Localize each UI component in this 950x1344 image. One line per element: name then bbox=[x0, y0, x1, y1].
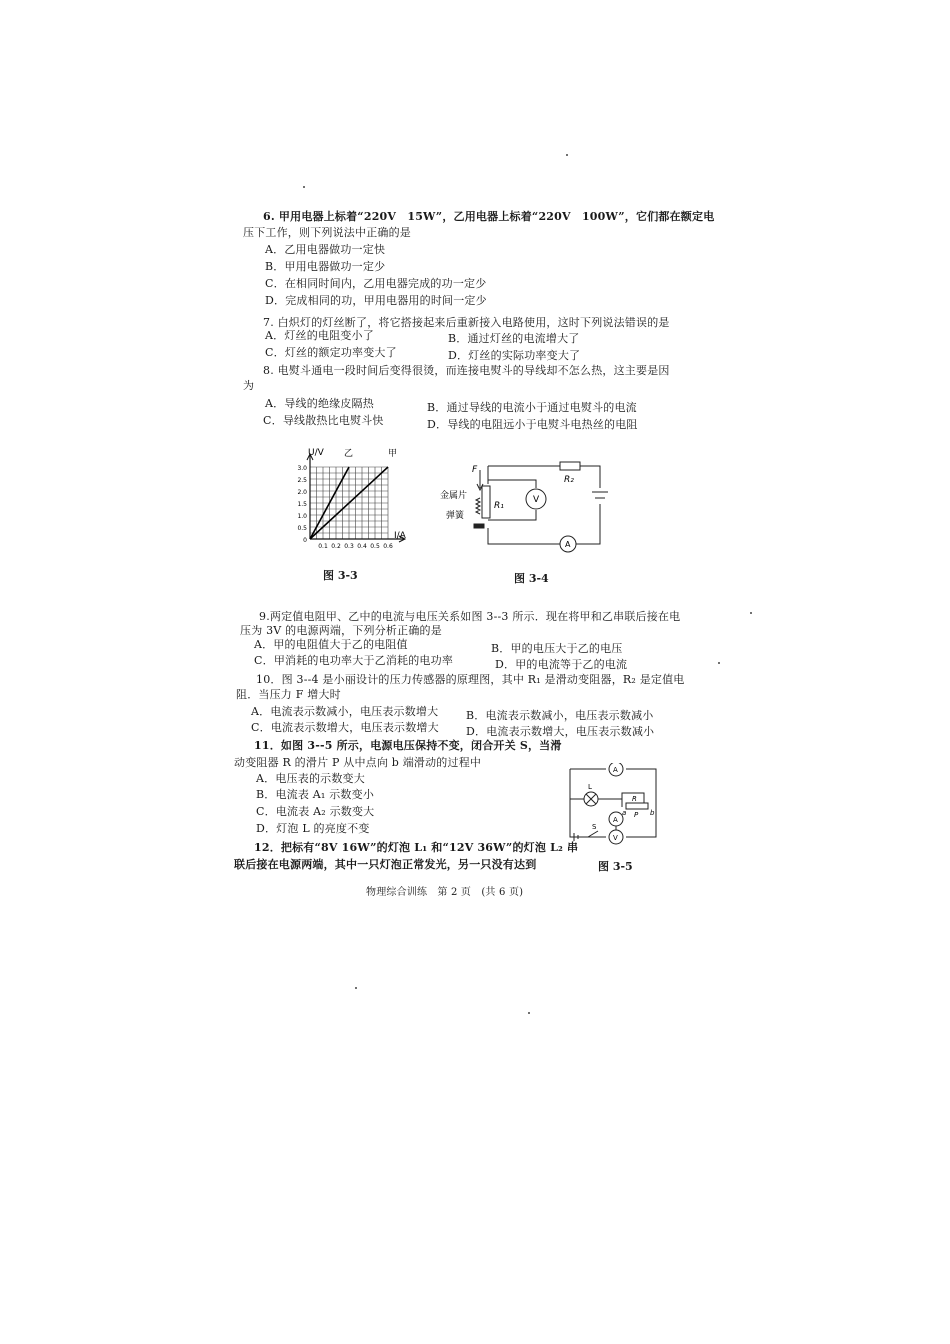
label-r2: R₂ bbox=[564, 475, 574, 485]
label-ammeter: A bbox=[565, 540, 571, 549]
graph-series-label-yi: 乙 bbox=[344, 449, 354, 459]
q10-stem: 10．图 3--4 是小丽设计的压力传感器的原理图，其中 R₁ 是滑动变阻器，R₂ 是定值电 bbox=[256, 673, 685, 686]
label-r1: R₁ bbox=[494, 501, 504, 511]
rheostat-r bbox=[626, 803, 648, 809]
figure-3-4-caption: 图 3-4 bbox=[514, 572, 549, 585]
q9-stem-cont: 压为 3V 的电源两端，下列分析正确的是 bbox=[240, 624, 442, 637]
q9-option-b: B．甲的电压大于乙的电压 bbox=[491, 642, 623, 655]
label-b: b bbox=[650, 809, 655, 817]
y-tick-label: 2.5 bbox=[297, 477, 307, 484]
q11-option-c: C．电流表 A₂ 示数变大 bbox=[256, 805, 375, 818]
scan-speck bbox=[566, 154, 568, 156]
label-spring: 弹簧 bbox=[446, 511, 465, 521]
q8-option-c: C．导线散热比电熨斗快 bbox=[263, 414, 384, 427]
scan-speck bbox=[750, 612, 752, 614]
resistor-r1 bbox=[482, 486, 490, 518]
figure-3-5-caption: 图 3-5 bbox=[598, 860, 633, 873]
q9-option-c: C．甲消耗的电功率大于乙消耗的电功率 bbox=[254, 654, 454, 667]
q9-option-a: A．甲的电阻值大于乙的电阻值 bbox=[254, 638, 408, 651]
y-tick-label: 0.5 bbox=[297, 525, 307, 532]
q7-option-b: B．通过灯丝的电流增大了 bbox=[448, 332, 580, 345]
wire bbox=[576, 504, 600, 544]
wire bbox=[598, 799, 622, 807]
q12-stem: 12．把标有“8V 16W”的灯泡 L₁ 和“12V 36W”的灯泡 L₂ 串 bbox=[254, 841, 579, 854]
base-plate bbox=[474, 524, 484, 528]
q6-stem-cont: 压下工作，则下列说法中正确的是 bbox=[243, 226, 411, 239]
y-tick-label: 0 bbox=[303, 537, 307, 544]
label-a2: A bbox=[613, 816, 618, 824]
page-footer: 物理综合训练 第 2 页 (共 6 页) bbox=[366, 887, 524, 898]
figure-3-3-graph bbox=[282, 443, 412, 555]
label-r: R bbox=[632, 795, 637, 803]
label-metal-plate: 金属片 bbox=[440, 491, 468, 501]
x-tick-label: 0.6 bbox=[383, 543, 393, 550]
graph-y-axis-label: U/V bbox=[308, 448, 324, 458]
scan-speck bbox=[303, 186, 305, 188]
y-tick-label: 2.0 bbox=[297, 489, 307, 496]
label-s: S bbox=[592, 823, 597, 831]
switch-s bbox=[588, 831, 598, 837]
wire bbox=[488, 528, 560, 544]
q11-option-d: D．灯泡 L 的亮度不变 bbox=[256, 822, 370, 835]
q8-stem-cont: 为 bbox=[243, 379, 255, 392]
label-l: L bbox=[588, 783, 592, 791]
q11-stem-cont: 动变阻器 R 的滑片 P 从中点向 b 端滑动的过程中 bbox=[234, 756, 482, 769]
label-voltmeter: V bbox=[533, 495, 540, 505]
x-tick-label: 0.2 bbox=[331, 543, 341, 550]
q12-stem-cont: 联后接在电源两端，其中一只灯泡正常发光，另一只没有达到 bbox=[234, 858, 537, 871]
q8-stem: 8. 电熨斗通电一段时间后变得很烫，而连接电熨斗的导线却不怎么热，这主要是因 bbox=[263, 364, 670, 377]
q7-option-c: C．灯丝的额定功率变大了 bbox=[265, 346, 397, 359]
wire bbox=[580, 466, 600, 488]
q11-stem: 11．如图 3--5 所示，电源电压保持不变，闭合开关 S，当滑 bbox=[254, 739, 562, 752]
q10-option-a: A．电流表示数减小，电压表示数增大 bbox=[251, 705, 439, 718]
q8-option-a: A．导线的绝缘皮隔热 bbox=[265, 397, 374, 410]
x-tick-label: 0.3 bbox=[344, 543, 354, 550]
y-tick-label: 1.5 bbox=[297, 501, 307, 508]
q7-option-d: D．灯丝的实际功率变大了 bbox=[448, 349, 581, 362]
label-f: F bbox=[472, 465, 478, 475]
figure-3-4-circuit bbox=[440, 458, 608, 554]
q10-option-b: B．电流表示数减小，电压表示数减小 bbox=[466, 709, 654, 722]
q6-option-a: A．乙用电器做功一定快 bbox=[265, 243, 386, 256]
q11-option-a: A．电压表的示数变大 bbox=[256, 772, 365, 785]
scan-speck bbox=[355, 987, 357, 989]
resistor-r2 bbox=[560, 462, 580, 470]
q11-option-b: B．电流表 A₁ 示数变小 bbox=[256, 788, 375, 801]
scan-speck bbox=[718, 662, 720, 664]
label-v: V bbox=[613, 834, 618, 842]
graph-series-label-jia: 甲 bbox=[388, 449, 398, 459]
wire bbox=[488, 480, 536, 488]
figure-3-3-caption: 图 3-3 bbox=[323, 569, 358, 582]
q7-stem: 7. 白炽灯的灯丝断了，将它搭接起来后重新接入电路使用，这时下列说法错误的是 bbox=[263, 316, 670, 329]
wire bbox=[488, 510, 536, 520]
q7-option-a: A．灯丝的电阻变小了 bbox=[265, 329, 374, 342]
x-tick-label: 0.4 bbox=[357, 543, 367, 550]
y-tick-label: 1.0 bbox=[297, 513, 307, 520]
spring bbox=[476, 498, 480, 514]
q6-option-d: D．完成相同的功，甲用电器用的时间一定少 bbox=[265, 294, 487, 307]
q6-stem: 6. 甲用电器上标着“220V 15W”，乙用电器上标着“220V 100W”，它们都在额定电 bbox=[263, 210, 715, 223]
graph-x-axis-label: I/A bbox=[394, 531, 406, 541]
y-tick-label: 3.0 bbox=[297, 465, 307, 472]
battery bbox=[592, 492, 608, 498]
x-tick-label: 0.5 bbox=[370, 543, 380, 550]
x-tick-label: 0.1 bbox=[318, 543, 328, 550]
q10-stem-cont: 阻．当压力 F 增大时 bbox=[236, 688, 341, 701]
figure-3-5-circuit bbox=[566, 763, 660, 845]
q9-stem: 9.两定值电阻甲、乙中的电流与电压关系如图 3--3 所示．现在将甲和乙串联后接在电 bbox=[259, 610, 681, 623]
label-p: P bbox=[634, 811, 639, 819]
label-a1: A bbox=[613, 766, 618, 774]
q10-option-c: C．电流表示数增大，电压表示数增大 bbox=[251, 721, 439, 734]
scan-speck bbox=[528, 1012, 530, 1014]
q8-option-b: B．通过导线的电流小于通过电熨斗的电流 bbox=[427, 401, 637, 414]
label-a: a bbox=[622, 809, 627, 817]
q6-option-b: B．甲用电器做功一定少 bbox=[265, 260, 386, 273]
q8-option-d: D．导线的电阻远小于电熨斗电热丝的电阻 bbox=[427, 418, 638, 431]
q9-option-d: D．甲的电流等于乙的电流 bbox=[495, 658, 628, 671]
q6-option-c: C．在相同时间内，乙用电器完成的功一定少 bbox=[265, 277, 487, 290]
q10-option-d: D．电流表示数增大，电压表示数减小 bbox=[466, 725, 655, 738]
